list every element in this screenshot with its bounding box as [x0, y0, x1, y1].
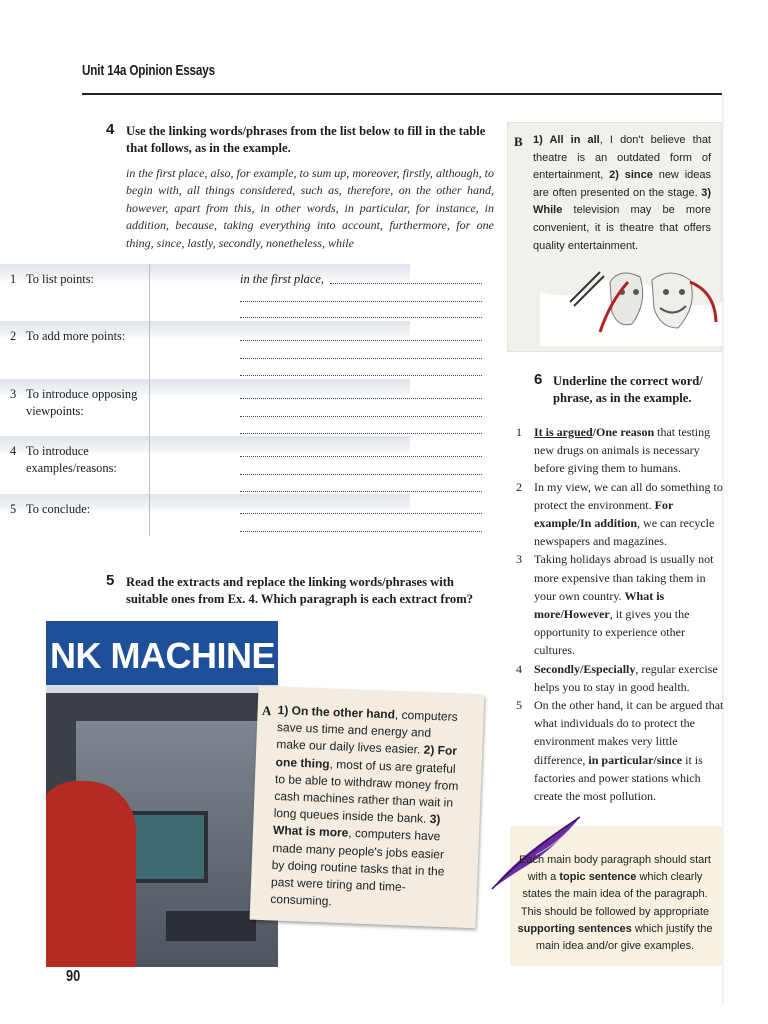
- list-item: 1 It is argued/One reason that testing new drugs on animals is necessary before giving them to humans.: [516, 425, 711, 476]
- ex6-list: [516, 423, 726, 805]
- answer-line[interactable]: [240, 433, 482, 434]
- answer-line[interactable]: [240, 317, 482, 318]
- machine-sign: [46, 621, 278, 693]
- answer-line[interactable]: [240, 416, 482, 417]
- list-item: 5 On the other hand, it can be argued that what individuals do to protect the environment makes very little difference, in particular/since it is factories and power stations which create the most pollution.: [516, 698, 724, 804]
- extract-b-letter: B: [514, 134, 523, 149]
- row-label: To add more points:: [26, 329, 126, 343]
- row-number: 3: [10, 387, 17, 401]
- row-number: 1: [10, 272, 17, 286]
- theatre-masks-icon: [540, 262, 722, 346]
- option[interactable]: in particular: [588, 752, 654, 767]
- row-label: To introduce examples/reasons:: [26, 444, 117, 475]
- row-label: To introduce opposing viewpoints:: [26, 387, 138, 418]
- option[interactable]: In addition: [580, 516, 638, 531]
- answer-line[interactable]: [240, 474, 482, 475]
- row-number: 5: [10, 502, 17, 516]
- extract-b-text: 1) All in all, I don't believe that theatre is an outdated form of entertainment, 2) since new ideas are often presented on the stage. 3) While television may be more convenient, it is theatre that offers quality entertainment.: [533, 134, 711, 252]
- list-item: 4 Secondly/Especially, regular exercise helps you to stay in good health.: [516, 661, 718, 694]
- option-correct[interactable]: It is argued: [534, 425, 593, 439]
- option[interactable]: What is more: [534, 588, 665, 622]
- list-item: 2 In my view, we can all do something to protect the environment. For example/In addition, we can recycle newspapers and magazines.: [516, 479, 723, 549]
- row-label: To conclude:: [26, 502, 91, 516]
- extract-a-text: 1) On the other hand, computers save us time and energy and make our daily lives easier. 2) For one thing, most of us are grateful to be able to withdraw money from cash machines rather than wait in long queues inside the bank. 3) What is more, computers have made many people's jobs easier by doing routine tasks that in the past were tiring and time-consuming.: [270, 702, 459, 909]
- unit-title: Unit 14a Opinion Essays: [82, 62, 215, 79]
- option[interactable]: One reason: [596, 425, 655, 439]
- answer-line[interactable]: [240, 301, 482, 302]
- ex6-instruction: Underline the correct word/ phrase, as in the example.: [553, 374, 703, 405]
- list-item: 3 Taking holidays abroad is usually not more expensive than taking them in your own country. What is more/However, it gives you the opportunity to experience other cultures.: [516, 552, 714, 658]
- answer-line[interactable]: [240, 358, 482, 359]
- page-number: 90: [66, 968, 81, 985]
- ex6-number: 6: [534, 371, 543, 388]
- header-rule: [82, 93, 722, 95]
- ex4-instruction: Use the linking words/phrases from the list below to fill in the table that follows, as in the example.: [126, 124, 486, 155]
- table-divider: [149, 264, 150, 536]
- row-number: 2: [10, 329, 17, 343]
- answer-line[interactable]: [240, 398, 482, 399]
- ex4-number: 4: [106, 121, 115, 138]
- person-icon: [46, 781, 136, 967]
- answer-line[interactable]: [240, 340, 482, 341]
- row-number: 4: [10, 444, 17, 458]
- example-answer: in the first place,: [240, 272, 324, 286]
- answer-line[interactable]: [330, 283, 482, 284]
- answer-line[interactable]: [240, 375, 482, 376]
- answer-line[interactable]: [240, 491, 482, 492]
- ex4-word-list: in the first place, also, for example, to sum up, moreover, firstly, although, to begin with, all things considered, such as, therefore, on the other hand, however, apart from this, in other words, in particular, for instance, in addition, because, taking everything into account, furthermore, for one thing, since, lastly, secondly, nonetheless, while: [126, 166, 494, 250]
- tip-text: Each main body paragraph should start with a topic sentence which clearly states the main idea of the paragraph. This should be followed by appropriate supporting sentences which justify the main idea and/or give examples.: [517, 854, 713, 953]
- answer-line[interactable]: [240, 513, 482, 514]
- option[interactable]: Especially: [583, 661, 636, 676]
- extract-a-letter: A: [261, 702, 272, 719]
- ex5-instruction: Read the extracts and replace the linking words/phrases with suitable ones from Ex. 4. Which paragraph is each extract from?: [126, 575, 474, 606]
- option[interactable]: For example: [534, 497, 674, 531]
- card-slot-icon: [166, 911, 256, 941]
- answer-line[interactable]: [240, 456, 482, 457]
- option[interactable]: Secondly: [534, 661, 581, 676]
- row-label: To list points:: [26, 272, 94, 286]
- answer-line[interactable]: [240, 531, 482, 532]
- ex5-number: 5: [106, 572, 115, 589]
- sign-text: NK MACHINE: [50, 635, 275, 676]
- option[interactable]: since: [656, 752, 683, 767]
- cash-machine-photo: [46, 621, 278, 967]
- option[interactable]: However: [563, 607, 610, 622]
